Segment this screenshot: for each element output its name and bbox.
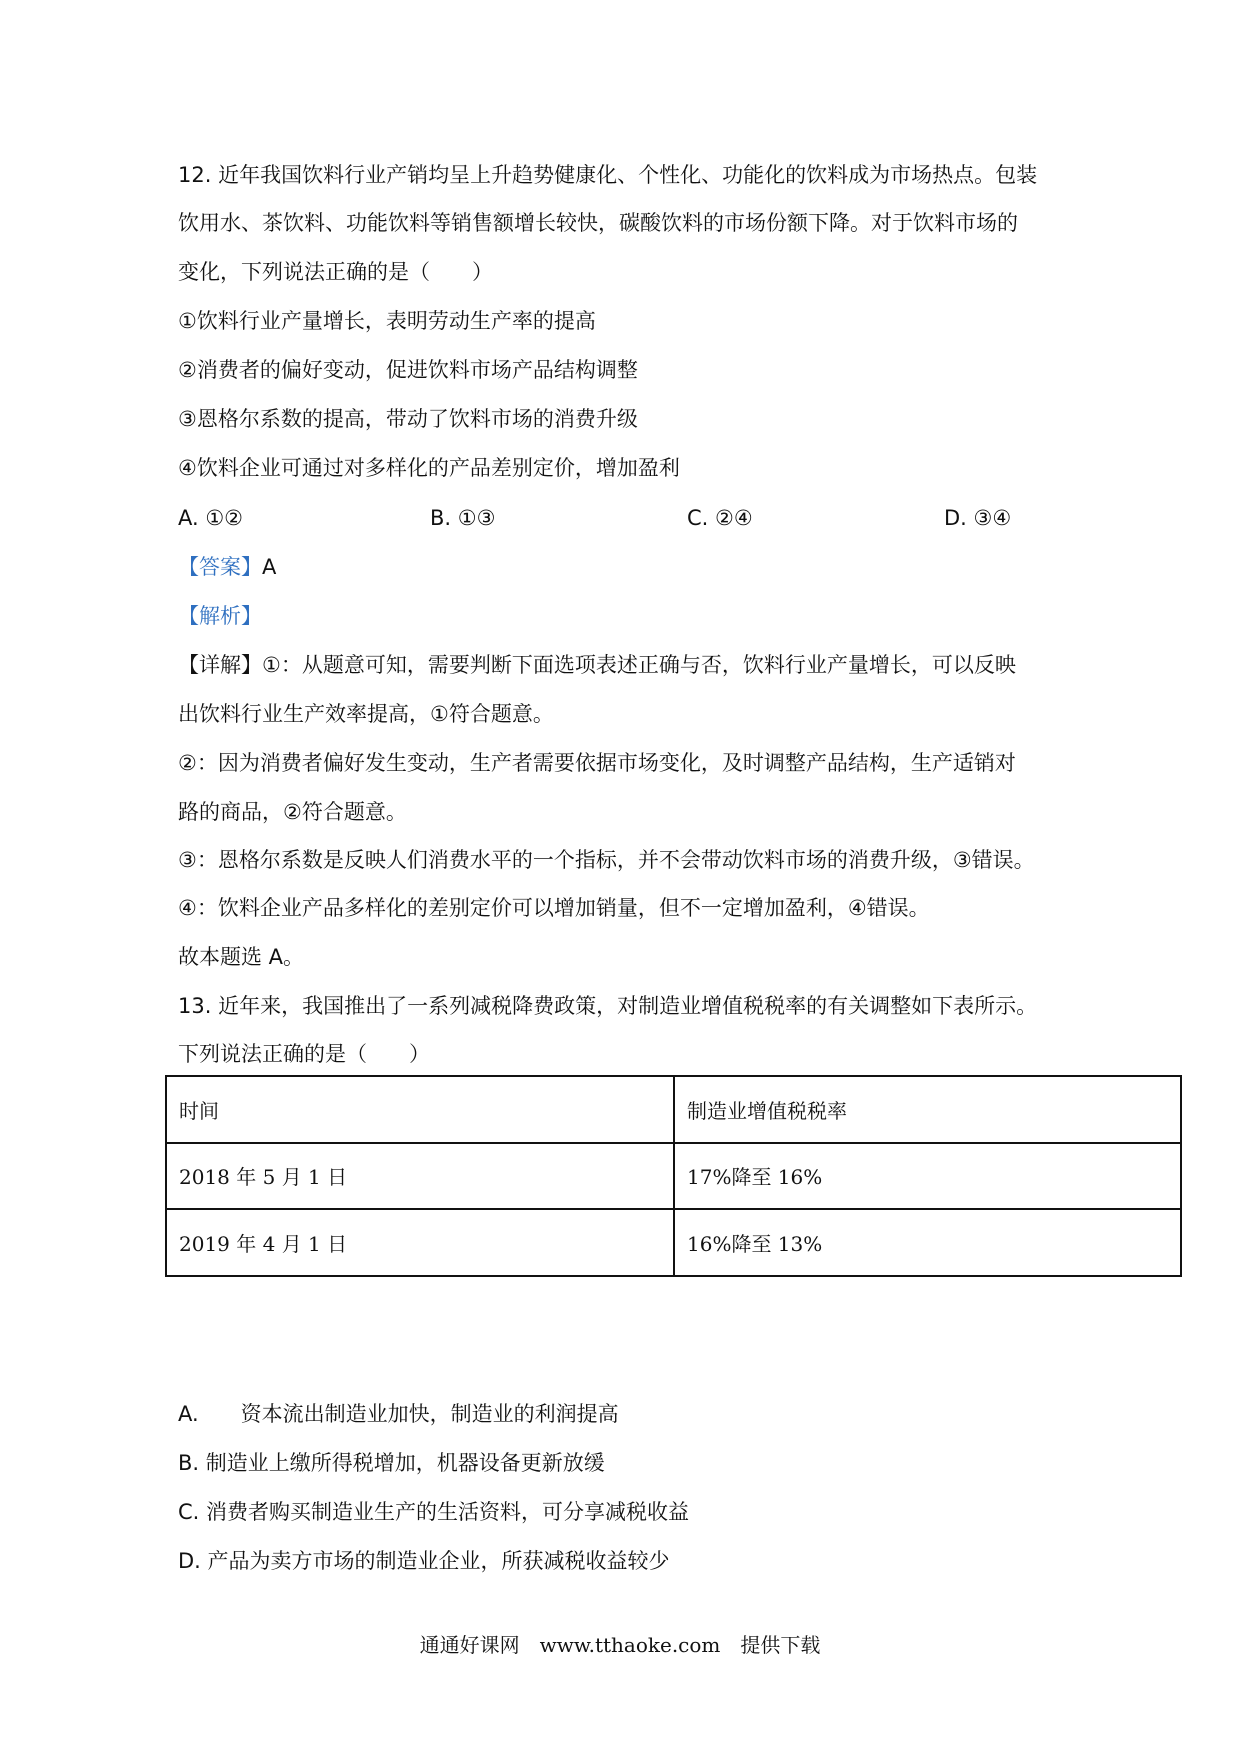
q12-option-b: B. ①③: [430, 506, 496, 530]
q12-detail-line-5: ③：恩格尔系数是反映人们消费水平的一个指标，并不会带动饮料市场的消费升级，③错误。: [178, 848, 1035, 872]
table-cell-date: 2019 年 4 月 1 日: [166, 1209, 674, 1276]
table-row: [166, 1209, 1181, 1276]
answer-value: A: [262, 555, 277, 579]
table-cell-rate: 17%降至 16%: [674, 1143, 1181, 1210]
q13-option-b: B. 制造业上缴所得税增加，机器设备更新放缓: [178, 1451, 605, 1475]
tax-rate-table: [165, 1075, 1182, 1277]
q12-statement-3: ③恩格尔系数的提高，带动了饮料市场的消费升级: [178, 407, 638, 431]
q12-stem-line-1: 12. 近年我国饮料行业产销均呈上升趋势健康化、个性化、功能化的饮料成为市场热点。包装: [178, 163, 1038, 187]
q12-answer: [178, 553, 276, 581]
table-header-rate: 制造业增值税税率: [674, 1076, 1181, 1143]
q13-option-d: D. 产品为卖方市场的制造业企业，所获减税收益较少: [178, 1549, 670, 1573]
table-row: [166, 1143, 1181, 1210]
analysis-tag: 【解析】: [178, 604, 262, 628]
q12-analysis: [178, 602, 262, 630]
q13-option-c: C. 消费者购买制造业生产的生活资料，可分享减税收益: [178, 1500, 690, 1524]
table-cell-rate: 16%降至 13%: [674, 1209, 1181, 1276]
q12-detail-line-4: 路的商品，②符合题意。: [178, 800, 407, 824]
q12-stem-line-3: 变化，下列说法正确的是（ ）: [178, 260, 493, 284]
q12-statement-2: ②消费者的偏好变动，促进饮料市场产品结构调整: [178, 358, 638, 382]
q12-option-c: C. ②④: [687, 506, 753, 530]
answer-tag: 【答案】: [178, 555, 262, 579]
q13-stem-line-2: 下列说法正确的是（ ）: [178, 1042, 430, 1066]
q12-detail-line-1: [178, 651, 1016, 679]
q12-conclusion: 故本题选 A。: [178, 945, 305, 969]
q12-detail-line-2: 出饮料行业生产效率提高，①符合题意。: [178, 702, 554, 726]
q12-detail-line-6: ④：饮料企业产品多样化的差别定价可以增加销量，但不一定增加盈利，④错误。: [178, 896, 930, 920]
q12-stem-line-2: 饮用水、茶饮料、功能饮料等销售额增长较快，碳酸饮料的市场份额下降。对于饮料市场的: [178, 211, 1018, 235]
detail-tag: 【详解】: [178, 653, 262, 677]
q12-option-d: D. ③④: [944, 506, 1012, 530]
q12-detail-line-3: ②：因为消费者偏好发生变动，生产者需要依据市场变化，及时调整产品结构，生产适销对: [178, 751, 1016, 775]
q13-stem-line-1: 13. 近年来，我国推出了一系列减税降费政策，对制造业增值税税率的有关调整如下表所示。: [178, 994, 1038, 1018]
q13-option-a: A. 资本流出制造业加快，制造业的利润提高: [178, 1402, 619, 1426]
q12-option-a: A. ①②: [178, 506, 243, 530]
table-header-row: [166, 1076, 1181, 1143]
q12-statement-4: ④饮料企业可通过对多样化的产品差别定价，增加盈利: [178, 456, 680, 480]
table-header-time: 时间: [166, 1076, 674, 1143]
detail-text-1: ①：从题意可知，需要判断下面选项表述正确与否，饮料行业产量增长，可以反映: [262, 653, 1016, 677]
table-cell-date: 2018 年 5 月 1 日: [166, 1143, 674, 1210]
q12-statement-1: ①饮料行业产量增长，表明劳动生产率的提高: [178, 309, 596, 333]
page-footer: 通通好课网 www.tthaoke.com 提供下载: [419, 1633, 821, 1657]
